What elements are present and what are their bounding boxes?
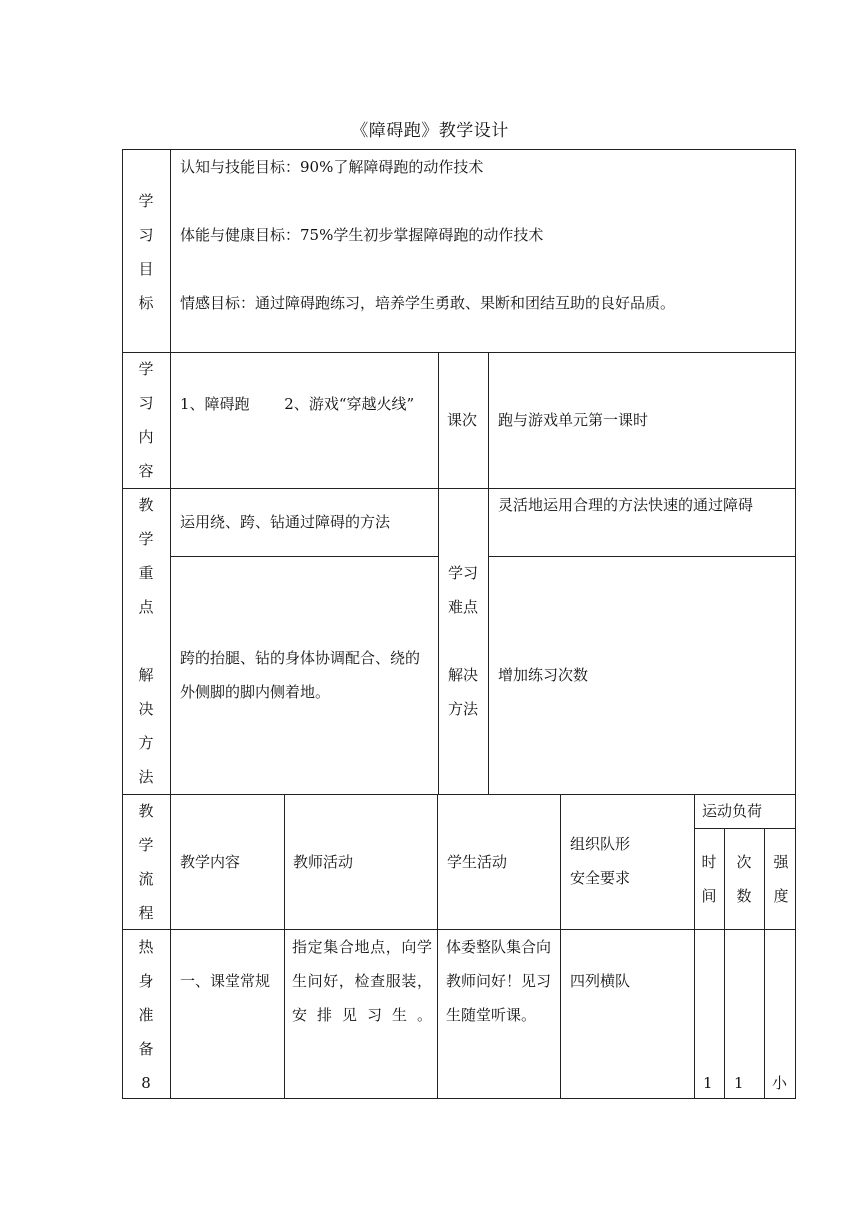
- row-divider: [694, 828, 796, 829]
- table-border-left: [122, 149, 123, 1099]
- difficulty-text: 灵活地运用合理的方法快速的通过障碍: [498, 496, 754, 514]
- header-load: 运动负荷: [702, 802, 763, 820]
- header-org-line1: 组织队形: [570, 835, 631, 853]
- row-divider: [122, 352, 796, 353]
- difficulty-solution: 增加练习次数: [498, 666, 589, 684]
- col-divider: [284, 794, 285, 1099]
- flow-row-intensity: 小: [772, 1074, 788, 1092]
- flow-label: 教学流程: [138, 802, 154, 922]
- key-solution: 跨的抬腿、钻的身体协调配合、绕的外侧脚的脚内侧着地。: [180, 649, 421, 701]
- flow-row-section: 热身准备8: [138, 938, 154, 1092]
- objectives-label: 学习目标: [138, 192, 154, 312]
- header-intensity: 强度: [773, 853, 789, 905]
- lesson-value: 跑与游戏单元第一课时: [498, 411, 649, 429]
- lesson-label: 课次: [447, 411, 478, 429]
- header-org-line2: 安全要求: [570, 869, 631, 887]
- flow-row-org: 四列横队: [570, 972, 631, 990]
- header-count: 次数: [736, 853, 752, 905]
- header-teacher: 教师活动: [293, 853, 354, 871]
- row-divider: [488, 556, 796, 557]
- difficulty-label: 学习难点: [448, 564, 479, 616]
- col-divider: [694, 794, 695, 1099]
- flow-row-student: 体委整队集合向教师问好！见习生随堂听课。: [446, 938, 552, 1024]
- table-border-right: [795, 149, 796, 1099]
- key-point: 运用绕、跨、钻通过障碍的方法: [180, 513, 391, 531]
- col-divider: [560, 794, 561, 1099]
- flow-row-count: 1: [734, 1074, 744, 1092]
- focus-solution-label: 解决方法: [138, 666, 154, 786]
- header-content: 教学内容: [180, 853, 241, 871]
- header-time: 时间: [701, 853, 717, 905]
- objective-physical: 体能与健康目标：75%学生初步掌握障碍跑的动作技术: [180, 226, 544, 244]
- col-divider: [724, 828, 725, 1099]
- col-divider: [488, 352, 489, 794]
- page-title: 《障碍跑》教学设计: [351, 121, 509, 141]
- content-text: 1、障碍跑 2、游戏“穿越火线”: [180, 395, 415, 413]
- col-divider: [437, 794, 438, 1099]
- content-label: 学习内容: [138, 360, 154, 480]
- row-divider: [170, 556, 438, 557]
- col-divider: [170, 149, 171, 1099]
- objective-cognitive: 认知与技能目标：90%了解障碍跑的动作技术: [180, 158, 484, 176]
- solution-label: 解决方法: [448, 666, 479, 718]
- col-divider: [438, 352, 439, 794]
- flow-row-time: 1: [703, 1074, 713, 1092]
- objective-affective: 情感目标：通过障碍跑练习，培养学生勇敢、果断和团结互助的良好品质。: [180, 294, 676, 312]
- flow-row-teacher: 指定集合地点，向学生问好，检查服装，安排见习生。: [292, 938, 432, 1024]
- header-student: 学生活动: [447, 853, 508, 871]
- focus-label: 教学重点: [138, 496, 154, 616]
- col-divider: [764, 828, 765, 1099]
- flow-row-content: 一、课堂常规: [180, 972, 271, 990]
